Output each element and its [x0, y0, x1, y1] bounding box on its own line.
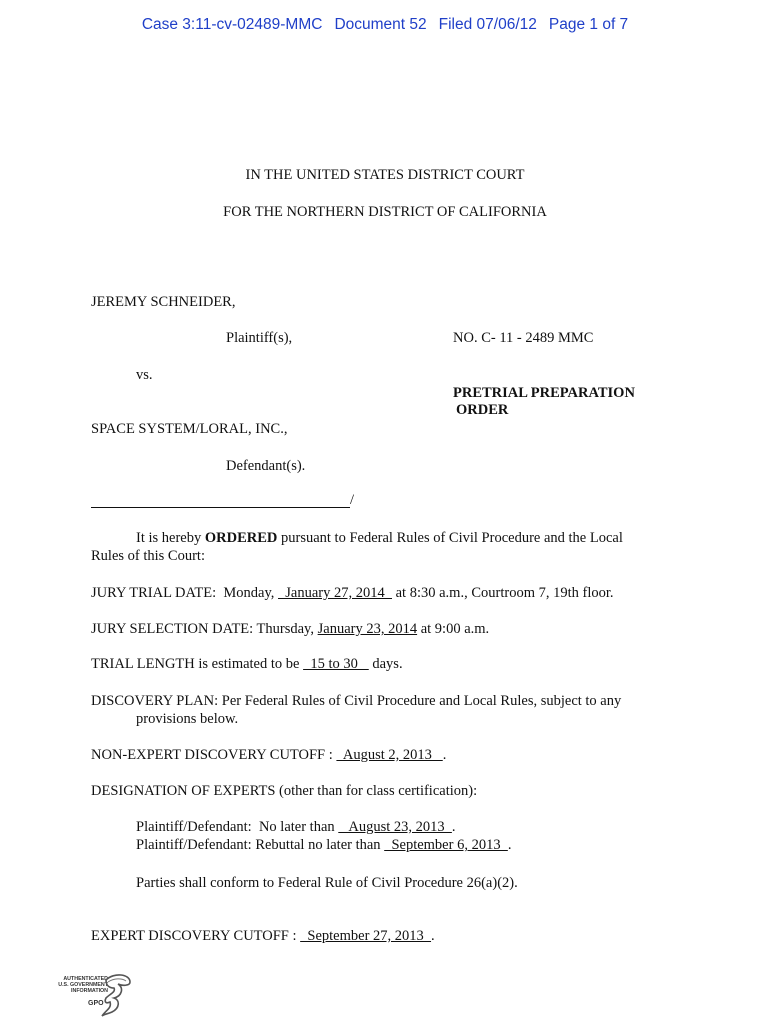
non-expert-cutoff-line: [91, 747, 446, 764]
expert-cutoff-line: [91, 928, 435, 945]
document-number-stamp: Document 52: [334, 16, 427, 33]
gpo-logo-label: GPO: [88, 1000, 104, 1007]
jury-trial-date-line: [91, 585, 614, 602]
non-expert-cutoff-period: .: [442, 747, 447, 763]
expert-designation-label: Plaintiff/Defendant: No later than: [136, 819, 339, 835]
filed-date-stamp: Filed 07/06/12: [438, 16, 537, 33]
logo-line2: U.S. GOVERNMENT: [58, 982, 108, 989]
defendant-name: SPACE SYSTEM/LORAL, INC.,: [91, 421, 288, 437]
jury-trial-label: JURY TRIAL DATE: Monday,: [91, 585, 279, 601]
intro-ordered: ORDERED: [204, 530, 278, 546]
expert-cutoff-period: .: [431, 928, 435, 944]
order-intro-line2: Rules of this Court:: [91, 548, 205, 564]
trial-length-label: TRIAL LENGTH is estimated to be: [91, 656, 304, 672]
gpo-logo-text: [44, 976, 108, 995]
order-title-line1: PRETRIAL PREPARATION: [453, 385, 635, 401]
trial-length-value: 15 to 30: [303, 656, 369, 672]
discovery-plan-line1: DISCOVERY PLAN: Per Federal Rules of Civil Procedure and Local Rules, subject to any: [91, 693, 622, 709]
jury-trial-details: at 8:30 a.m., Courtroom 7, 19th floor.: [392, 585, 614, 601]
trial-length-line: [91, 656, 403, 673]
jury-selection-time: at 9:00 a.m.: [417, 621, 490, 637]
order-title-line2: ORDER: [456, 402, 509, 418]
non-expert-cutoff-label: NON-EXPERT DISCOVERY CUTOFF :: [91, 747, 337, 763]
logo-line3: INFORMATION: [71, 988, 108, 995]
plaintiff-role: Plaintiff(s),: [226, 330, 293, 346]
jury-selection-date-line: [91, 621, 489, 638]
filing-stamp: [0, 16, 770, 34]
conform-rule-line: Parties shall conform to Federal Rule of Civil Procedure 26(a)(2).: [136, 875, 518, 891]
court-name-line2: FOR THE NORTHERN DISTRICT OF CALIFORNIA: [223, 204, 547, 220]
eagle-icon: [100, 972, 134, 1018]
defendant-role: Defendant(s).: [226, 458, 306, 474]
trial-length-unit: days.: [368, 656, 403, 672]
page-number-stamp: Page 1 of 7: [548, 16, 629, 33]
plaintiff-name: JEREMY SCHNEIDER,: [91, 294, 236, 310]
logo-line1: AUTHENTICATED: [63, 976, 108, 982]
case-number: NO. C- 11 - 2489 MMC: [453, 330, 594, 346]
expert-designation-line: [136, 819, 456, 836]
expert-cutoff-date: September 27, 2013: [300, 928, 432, 944]
rebuttal-designation-date: September 6, 2013: [384, 837, 508, 853]
gpo-authentication-logo: [44, 972, 134, 1018]
designation-of-experts: DESIGNATION OF EXPERTS (other than for class certification):: [91, 783, 478, 799]
versus: vs.: [136, 367, 153, 383]
caption-rule: [91, 507, 350, 508]
expert-designation-period: .: [451, 819, 456, 835]
jury-selection-date: January 23, 2014: [317, 621, 418, 637]
case-number-stamp: Case 3:11-cv-02489-MMC: [141, 16, 323, 33]
rebuttal-designation-period: .: [507, 837, 512, 853]
intro-pre: It is hereby: [136, 530, 205, 546]
rebuttal-designation-label: Plaintiff/Defendant: Rebuttal no later than: [136, 837, 385, 853]
rebuttal-designation-line: [136, 837, 511, 854]
expert-designation-date: August 23, 2013: [338, 819, 452, 835]
discovery-plan-line2: provisions below.: [136, 711, 239, 727]
court-name-line1: IN THE UNITED STATES DISTRICT COURT: [245, 167, 525, 183]
jury-selection-label: JURY SELECTION DATE: Thursday,: [91, 621, 318, 637]
non-expert-cutoff-date: August 2, 2013: [336, 747, 443, 763]
caption-slash: /: [350, 492, 355, 508]
expert-cutoff-label: EXPERT DISCOVERY CUTOFF :: [91, 928, 301, 944]
order-intro-line1: [136, 530, 623, 547]
jury-trial-date: January 27, 2014: [278, 585, 392, 601]
intro-post: pursuant to Federal Rules of Civil Procedure and the Local: [277, 530, 623, 546]
